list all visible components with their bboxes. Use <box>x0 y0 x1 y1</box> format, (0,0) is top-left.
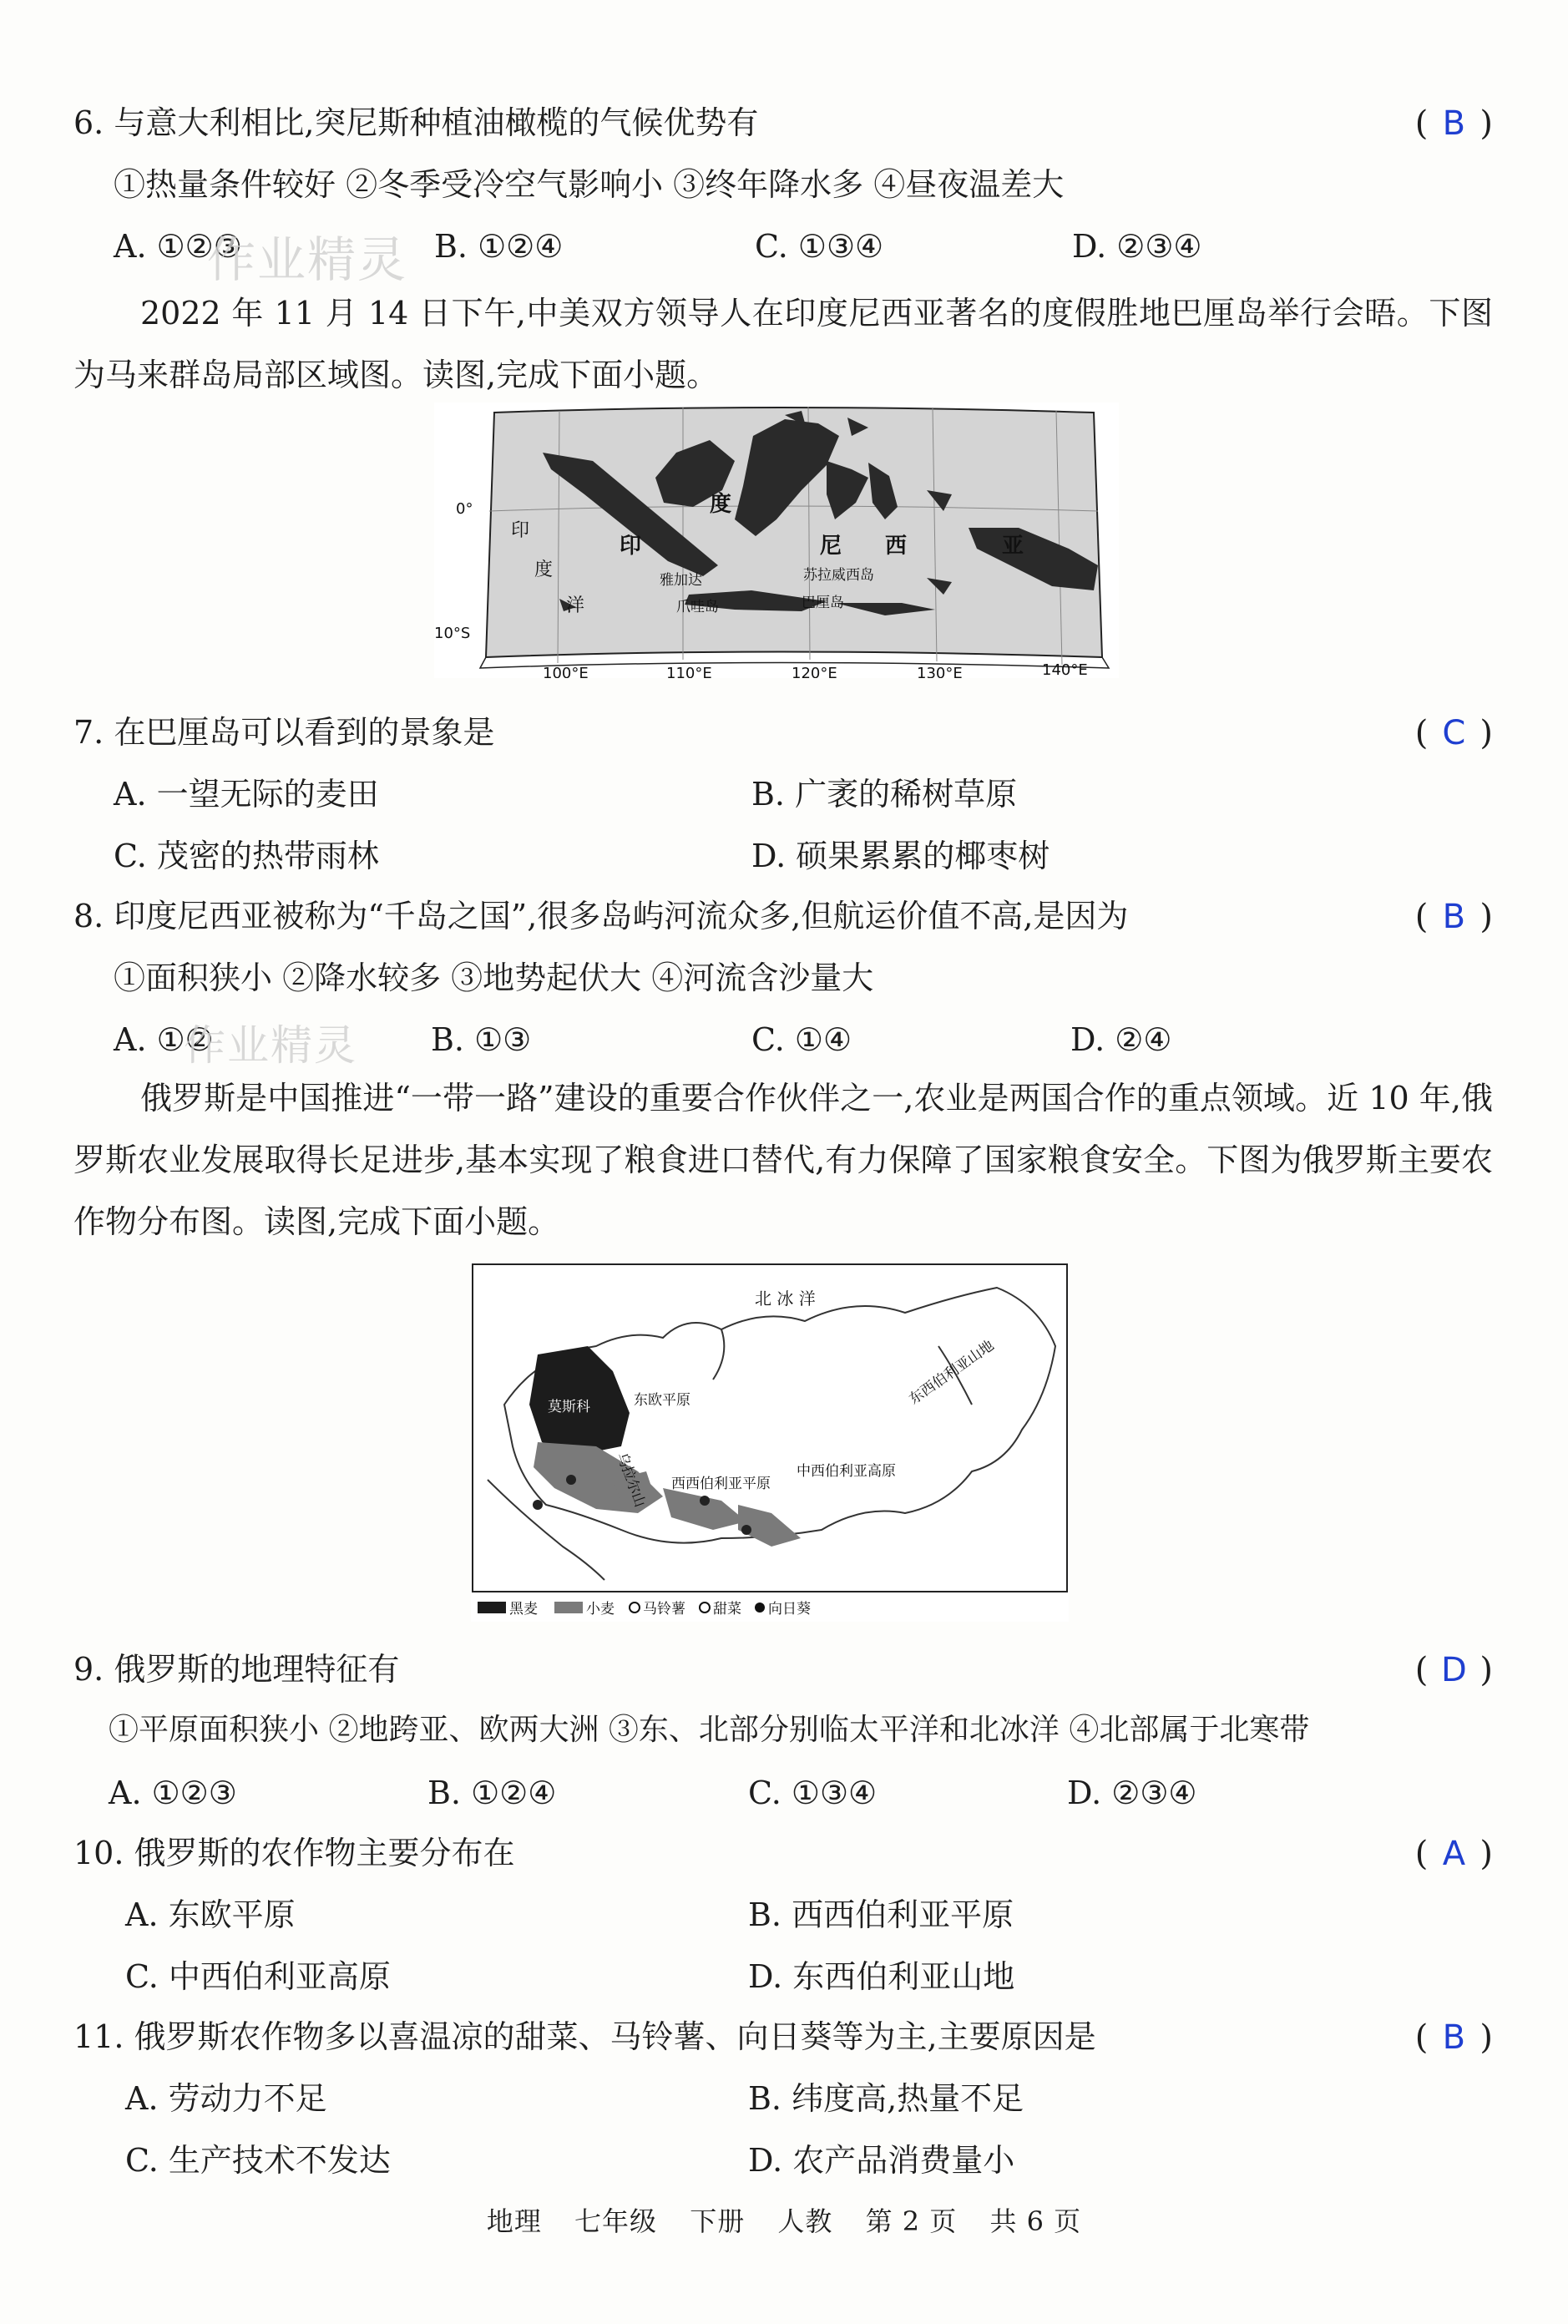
lon-label-110: 110°E <box>666 665 712 678</box>
answer-bracket: ( B ) <box>1414 898 1493 936</box>
answer-bracket: ( B ) <box>1414 2018 1493 2057</box>
option-c: C. 中西伯利亚高原 <box>125 1958 391 1995</box>
option-a: A. ①② <box>114 1021 214 1058</box>
option-a: A. 一望无际的麦田 <box>114 776 379 813</box>
option-b: B. ①③ <box>431 1021 532 1058</box>
ocean-char-2: 度 <box>534 559 554 580</box>
lat-label-10s: 10°S <box>434 625 471 642</box>
ocean-char-1: 印 <box>511 520 530 541</box>
legend-rye: 黑麦 <box>509 1601 538 1618</box>
option-b: B. 西西伯利亚平原 <box>748 1896 1014 1933</box>
question-10 <box>73 1835 1493 1873</box>
answer-letter: B <box>1442 104 1466 143</box>
mountain-ural: 乌拉尔山 <box>613 1450 649 1510</box>
option-c: C. 茂密的热带雨林 <box>114 838 379 874</box>
region-east-siberia: 东西伯利亚山地 <box>906 1337 998 1409</box>
question-stem: 11. 俄罗斯农作物多以喜温凉的甜菜、马铃薯、向日葵等为主,主要原因是 <box>73 2018 1096 2055</box>
option-d: D. 硕果累累的椰枣树 <box>751 838 1050 874</box>
place-sulawesi: 苏拉威西岛 <box>803 567 874 584</box>
option-c: C. ①④ <box>751 1021 852 1058</box>
option-b: B. ①②④ <box>427 1775 557 1811</box>
answer-bracket: ( B ) <box>1414 104 1493 143</box>
region-central-siberia: 中西伯利亚高原 <box>797 1463 896 1480</box>
answer-bracket: ( C ) <box>1414 714 1493 752</box>
footer-grade: 七年级 <box>574 2205 658 2237</box>
answer-letter: B <box>1442 2018 1466 2057</box>
place-java: 爪哇岛 <box>676 599 719 615</box>
legend-potato: 马铃薯 <box>643 1601 685 1618</box>
question-8 <box>73 898 1493 936</box>
option-d: D. 农产品消费量小 <box>748 2142 1015 2179</box>
country-char-1: 印 <box>620 534 642 559</box>
lon-label-140: 140°E <box>1042 661 1088 678</box>
option-a: A. ①②③ <box>109 1775 237 1811</box>
option-b: B. ①②④ <box>434 228 564 265</box>
footer-page-total: 共 6 页 <box>989 2205 1082 2237</box>
legend-wheat: 小麦 <box>586 1601 615 1618</box>
answer-letter: B <box>1442 898 1466 936</box>
country-char-5: 亚 <box>1002 534 1024 559</box>
option-d: D. ②③④ <box>1072 228 1202 265</box>
country-char-2: 度 <box>710 492 732 517</box>
footer-page-number: 第 2 页 <box>865 2205 958 2237</box>
ocean-char-3: 洋 <box>566 595 585 616</box>
option-b: B. 广袤的稀树草原 <box>751 776 1018 813</box>
question-stem: 8. 印度尼西亚被称为“千岛之国”,很多岛屿河流众多,但航运价值不高,是因为 <box>73 898 1129 934</box>
lon-label-130: 130°E <box>917 665 963 678</box>
question-stem: 6. 与意大利相比,突尼斯种植油橄榄的气候优势有 <box>73 104 759 141</box>
answer-bracket: ( A ) <box>1414 1835 1493 1873</box>
legend-sunflower: 向日葵 <box>768 1601 811 1618</box>
watermark: 作业精灵 <box>207 231 408 288</box>
option-a: A. ①②③ <box>114 228 242 265</box>
question-items: ①热量条件较好 ②冬季受冷空气影响小 ③终年降水多 ④昼夜温差大 <box>114 166 1065 203</box>
question-11 <box>73 2018 1493 2057</box>
footer-publisher: 人教 <box>777 2205 833 2237</box>
malay-archipelago-map <box>434 403 1119 678</box>
answer-bracket: ( D ) <box>1414 1651 1493 1689</box>
option-d: D. 东西伯利亚山地 <box>748 1958 1015 1995</box>
answer-letter: D <box>1440 1651 1467 1689</box>
lon-label-100: 100°E <box>543 665 589 678</box>
option-d: D. ②④ <box>1070 1021 1172 1058</box>
lat-label-0: 0° <box>456 500 473 518</box>
lon-label-120: 120°E <box>792 665 837 678</box>
question-stem: 9. 俄罗斯的地理特征有 <box>73 1651 400 1688</box>
option-c: C. ①③④ <box>748 1775 878 1811</box>
option-d: D. ②③④ <box>1067 1775 1197 1811</box>
city-moscow: 莫斯科 <box>548 1399 590 1415</box>
footer-volume: 下册 <box>690 2205 746 2237</box>
question-7 <box>73 714 1493 752</box>
russia-crops-map <box>471 1263 1069 1622</box>
option-a: A. 劳动力不足 <box>125 2080 327 2117</box>
question-stem: 10. 俄罗斯的农作物主要分布在 <box>73 1835 515 1871</box>
answer-letter: A <box>1442 1835 1466 1873</box>
footer-subject: 地理 <box>486 2205 542 2237</box>
question-items: ①平原面积狭小 ②地跨亚、欧两大洲 ③东、北部分别临太平洋和北冰洋 ④北部属于北寒带 <box>109 1713 1310 1747</box>
question-6 <box>73 104 1493 143</box>
ocean-label: 北 冰 洋 <box>755 1289 816 1309</box>
watermark: 作业精灵 <box>184 1021 357 1070</box>
page-footer <box>0 2200 1568 2239</box>
option-c: C. 生产技术不发达 <box>125 2142 391 2179</box>
question-items: ①面积狭小 ②降水较多 ③地势起伏大 ④河流含沙量大 <box>114 959 874 996</box>
question-9 <box>73 1651 1493 1689</box>
place-jakarta: 雅加达 <box>660 572 702 589</box>
option-b: B. 纬度高,热量不足 <box>748 2080 1024 2117</box>
passage-2: 俄罗斯是中国推进“一带一路”建设的重要合作伙伴之一,农业是两国合作的重点领域。近 10 年,俄罗斯农业发展取得长足进步,基本实现了粮食进口替代,有力保障了国家粮食安全。下图为俄罗斯主要农作物分布图。读图,完成下面小题。 <box>73 1080 1493 1240</box>
answer-letter: C <box>1442 714 1466 752</box>
region-east-europe: 东欧平原 <box>634 1392 690 1409</box>
country-char-3: 尼 <box>820 534 842 559</box>
option-a: A. 东欧平原 <box>125 1896 296 1933</box>
option-c: C. ①③④ <box>755 228 884 265</box>
region-west-siberia: 西西伯利亚平原 <box>671 1476 771 1492</box>
place-bali: 巴厘岛 <box>802 595 844 611</box>
country-char-4: 西 <box>885 534 908 559</box>
question-stem: 7. 在巴厘岛可以看到的景象是 <box>73 714 495 751</box>
passage-1: 2022 年 11 月 14 日下午,中美双方领导人在印度尼西亚著名的度假胜地巴厘岛举行会晤。下图为马来群岛局部区域图。读图,完成下面小题。 <box>73 295 1493 393</box>
legend-sugar-beet: 甜菜 <box>713 1601 741 1618</box>
